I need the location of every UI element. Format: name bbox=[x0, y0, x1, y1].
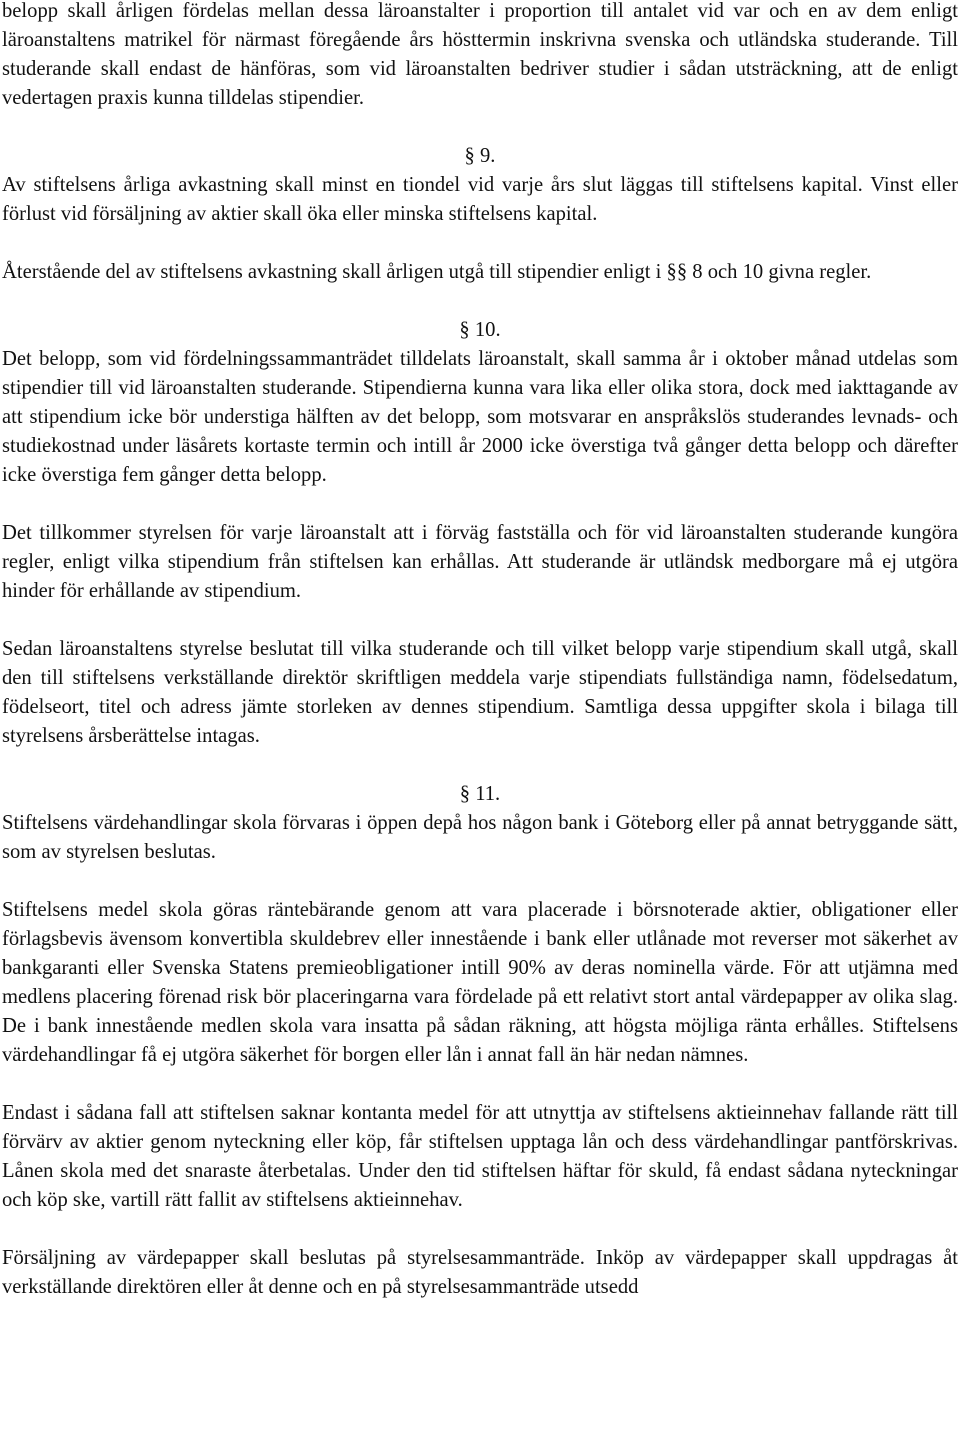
section-11-heading: § 11. bbox=[459, 783, 501, 805]
section-10-heading: § 10. bbox=[459, 319, 501, 341]
spacer bbox=[2, 867, 958, 896]
spacer bbox=[2, 1215, 958, 1244]
section-9-heading: § 9. bbox=[464, 145, 496, 167]
section-11-paragraph-4: Försäljning av värdepapper skall beslutas på styrelsesammanträde. Inköp av värdepapper skall uppdragas åt verkställande direktören eller åt denne och en på styrelsesammanträde utsedd bbox=[2, 1247, 958, 1298]
section-10-paragraph-1: Det belopp, som vid fördelningssammanträdet tilldelats läroanstalt, skall samma år i oktober månad utdelas som stipendier till vid läroanstalten studerande. Stipendierna kunna vara lika eller olika stora, dock med iakttagande av att stipendium icke bör understiga hälften av det belopp, som motsvarar en anspråkslös studerandes levnads- och studiekostnad under läsårets kortaste termin och intill år 2000 icke överstiga två gånger detta belopp och därefter icke överstiga fem gånger detta belopp. bbox=[2, 348, 958, 486]
section-10-paragraph-3: Sedan läroanstaltens styrelse beslutat till vilka studerande och till vilket belopp varje stipendium skall utgå, skall den till stiftelsens verkställande direktör skriftligen meddela varje stipendiats fullständiga namn, födelsedatum, födelseort, titel och adress jämte storleken av dennes stipendium. Samtliga dessa uppgifter skola i bilaga till styrelsens årsberättelse intagas. bbox=[2, 638, 958, 747]
spacer bbox=[2, 229, 958, 258]
spacer bbox=[2, 606, 958, 635]
spacer bbox=[2, 1070, 958, 1099]
section-10-paragraph-2: Det tillkommer styrelsen för varje läroanstalt att i förväg fastställa och för vid läroanstalten studerande kungöra regler, enligt vilka stipendium från stiftelsen kan erhållas. Att studerande är utländsk medborgare må ej utgöra hinder för erhållande av stipendium. bbox=[2, 522, 958, 602]
spacer bbox=[2, 751, 958, 780]
spacer bbox=[2, 490, 958, 519]
intro-paragraph: belopp skall årligen fördelas mellan dessa läroanstalter i proportion till antalet vid var och en av dem enligt läroanstaltens matrikel för närmast föregående års hösttermin inskrivna svenska och utländska studerande. Till studerande skall endast de hänföras, som vid läroanstalten bedriver studier i sådan utsträckning, att de enligt vedertagen praxis kunna tilldelas stipendier. bbox=[2, 0, 958, 109]
section-11-paragraph-2: Stiftelsens medel skola göras räntebärande genom att vara placerade i börsnoterade aktier, obligationer eller förlagsbevis ävensom konvertibla skuldebrev eller innestående i bank eller utlånade mot reverser mot säkerhet av bankgaranti eller Svenska Statens premieobligationer intill 90% av deras nominella värde. För att utjämna med medlens placering förenad risk bör placeringarna vara fördelade på ett relativt stort antal värdepapper av olika slag. De i bank innestående medlen skola vara insatta på sådan räkning, att högsta möjliga ränta erhålles. Stiftelsens värdehandlingar få ej utgöra säkerhet för borgen eller lån i annat fall än här nedan nämnes. bbox=[2, 899, 958, 1066]
section-11-paragraph-1: Stiftelsens värdehandlingar skola förvaras i öppen depå hos någon bank i Göteborg eller på annat betryggande sätt, som av styrelsen beslutas. bbox=[2, 812, 958, 863]
section-11-paragraph-3: Endast i sådana fall att stiftelsen saknar kontanta medel för att utnyttja av stiftelsens aktieinnehav fallande rätt till förvärv av aktier genom nyteckning eller köp, får stiftelsen upptaga lån och dess värdehandlingar pantförskrivas. Lånen skola med det snaraste återbetalas. Under den tid stiftelsen häftar för skuld, få endast sådana nyteckningar och köp ske, vartill rätt fallit av stiftelsens aktieinnehav. bbox=[2, 1102, 958, 1211]
spacer bbox=[2, 287, 958, 316]
section-9-paragraph-2: Återstående del av stiftelsens avkastning skall årligen utgå till stipendier enligt i §§ 8 och 10 givna regler. bbox=[2, 261, 872, 283]
spacer bbox=[2, 113, 958, 142]
section-9-paragraph-1: Av stiftelsens årliga avkastning skall minst en tiondel vid varje års slut läggas till stiftelsens kapital. Vinst eller förlust vid försäljning av aktier skall öka eller minska stiftelsens kapital. bbox=[2, 174, 958, 225]
